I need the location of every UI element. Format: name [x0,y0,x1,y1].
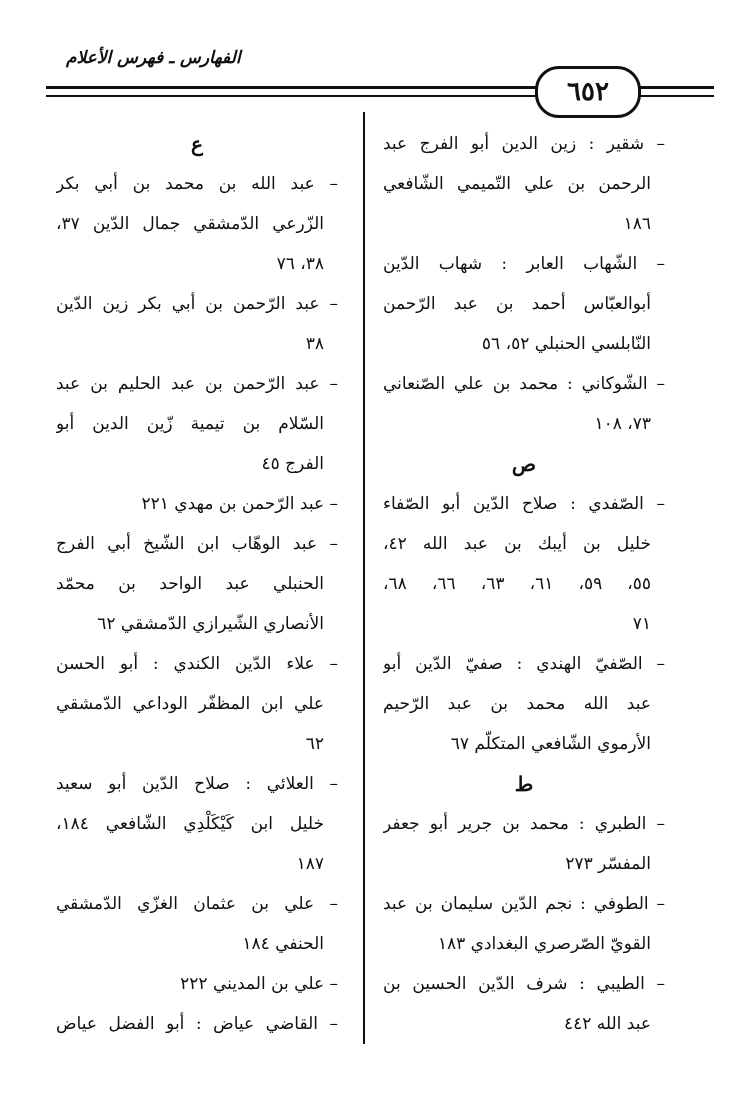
index-entry-line: – الشّهاب العابر : شهاب الدّين [383,254,665,274]
index-entry-line: المفسّر ٢٧٣ [565,854,651,874]
index-column-right [383,124,665,1044]
index-entry-line: ٣٨ [305,334,324,354]
index-entry-line: الزّرعي الدّمشقي جمال الدّين ٣٧، [56,214,324,234]
running-header-title: الفهارس ـ فهرس الأعلام [66,48,241,68]
index-entry-line: ٧٣، ١٠٨ [594,414,651,434]
index-entry-line: القويّ الصّرصري البغدادي ١٨٣ [437,934,651,954]
index-entry-line: السّلام بن تيمية زّين الدين أبو [56,414,324,434]
index-entry-line: ١٨٧ [296,854,324,874]
index-entry-line: – عبد الله بن محمد بن أبي بكر [56,174,338,194]
index-entry-line: – شقير : زين الدين أبو الفرج عبد [383,134,665,154]
index-entry-line: – القاضي عياض : أبو الفضل عياض [56,1014,338,1034]
letter-heading: ع [191,132,203,156]
index-entry-line: – عبد الرّحمن بن أبي بكر زين الدّين [56,294,338,314]
index-entry-line: الحنفي ١٨٤ [242,934,324,954]
index-entry-line: – الشّوكاني : محمد بن علي الصّنعاني [383,374,665,394]
index-entry-line: خليل بن أيبك بن عبد الله ٤٢، [383,534,651,554]
index-entry-line: علي ابن المظفّر الوداعي الدّمشقي [56,694,324,714]
index-entry-line: – الصّفيّ الهندي : صفيّ الدّين أبو [383,654,665,674]
index-entry-line: عبد الله ٤٤٢ [563,1014,651,1034]
index-entry-line: ٥٥، ٥٩، ٦١، ٦٣، ٦٦، ٦٨، [383,574,652,594]
index-entry-line: الفرج ٤٥ [261,454,324,474]
index-column-left [56,124,338,1044]
index-entry-line: أبوالعبّاس أحمد بن عبد الرّحمن [383,294,651,314]
index-entry-line: النّابلسي الحنبلي ٥٢، ٥٦ [481,334,651,354]
letter-heading: ط [514,772,534,796]
index-entry-line: – عبد الرّحمن بن مهدي ٢٢١ [141,494,338,514]
index-entry-line: ١٨٦ [623,214,651,234]
index-entry-line: ٧١ [632,614,651,634]
index-entry-line: – عبد الوهّاب ابن الشّيخ أبي الفرج [56,534,338,554]
index-entry-line: – عبد الرّحمن بن عبد الحليم بن عبد [56,374,338,394]
index-entry-line: الحنبلي عبد الواحد بن محمّد [56,574,324,594]
index-entry-line: – علي بن عثمان الغزّي الدّمشقي [56,894,338,914]
index-entry-line: ٦٢ [305,734,324,754]
page-number-badge: ٦٥٢ [535,66,641,118]
index-entry-line: – العلائي : صلاح الدّين أبو سعيد [56,774,338,794]
index-entry-line: – الطبري : محمد بن جرير أبو جعفر [383,814,665,834]
index-entry-line: خليل ابن كَيْكَلْدِي الشّافعي ١٨٤، [56,814,324,834]
index-entry-line: ٣٨، ٧٦ [276,254,324,274]
column-divider [363,112,365,1044]
index-entry-line: الأنصاري الشّيرازي الدّمشقي ٦٢ [97,614,324,634]
letter-heading: ص [511,452,537,476]
index-entry-line: – علي بن المديني ٢٢٢ [180,974,338,994]
index-entry-line: – الصّفدي : صلاح الدّين أبو الصّفاء [383,494,665,514]
index-entry-line: – الطوفي : نجم الدّين سليمان بن عبد [383,894,665,914]
index-entry-line: الأرموي الشّافعي المتكلّم ٦٧ [450,734,651,754]
index-entry-line: عبد الله محمد بن عبد الرّحيم [383,694,651,714]
index-entry-line: – علاء الدّين الكندي : أبو الحسن [56,654,338,674]
index-entry-line: – الطيبي : شرف الدّين الحسين بن [383,974,665,994]
index-entry-line: الرحمن بن علي التّميمي الشّافعي [383,174,651,194]
